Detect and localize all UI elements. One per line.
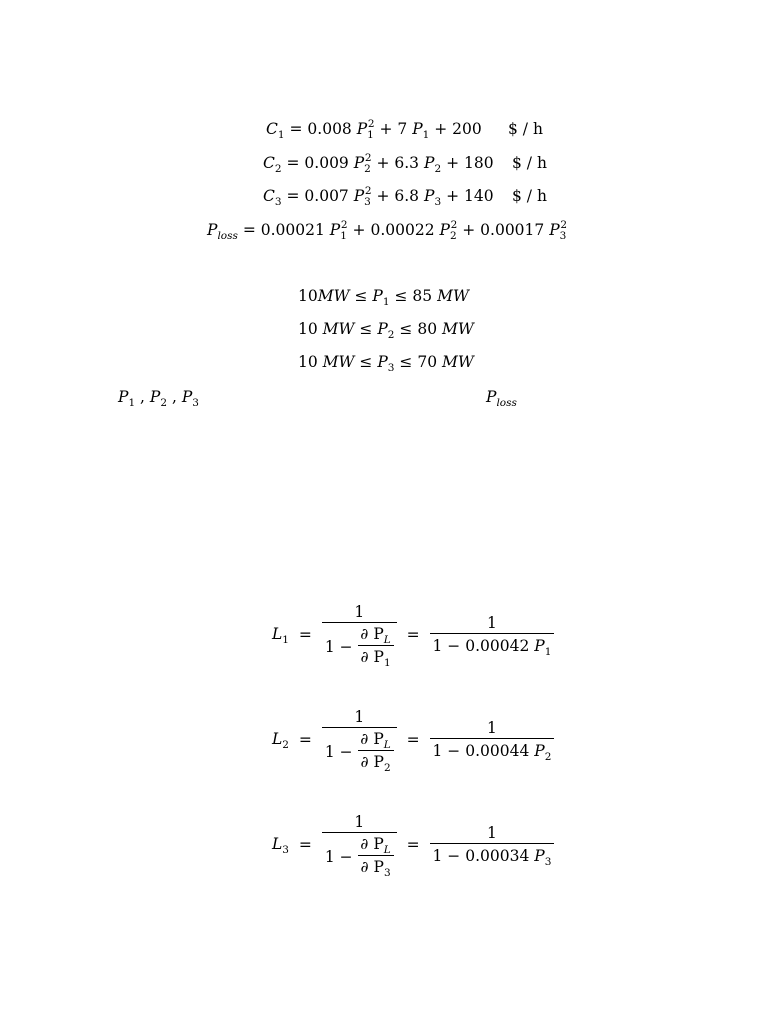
variables-list: $P_1$ , $P_2$ , $P_3$ bbox=[118, 388, 199, 409]
cost-unit-2: $ / h bbox=[512, 154, 547, 172]
penalty-factor-2: $L_2$ = 1 1 − $\frac{\partial P_L}{\partial P_2}$ = $\frac{1}{1 - 0.00044 P_2}$ bbox=[272, 707, 554, 773]
cost-equation-1: $C_1 = 0.008$ $P_1^2 + 7$ $P_1 + 200$ bbox=[266, 118, 482, 141]
limit-equation-3: 10 MW ≤ $P_3 \le 70$ MW bbox=[298, 353, 474, 374]
limit-equation-1: $10MW \le P_1 \le 85$ MW bbox=[298, 287, 469, 308]
loss-equation: $P_{loss} = 0.00021$ $P_1^2 + 0.00022$ $P_2^2 + 0.00017$ $P_3^2$ bbox=[207, 219, 568, 242]
penalty-factor-3: $L_3$ = 1 1 − $\frac{\partial P_L}{\partial P_3}$ = $\frac{1}{1 - 0.00034 P_3}$ bbox=[272, 812, 554, 878]
cost-equation-2: $C_2 = 0.009$ $P_2^2 + 6.3$ $P_2 + 180$ bbox=[263, 152, 494, 175]
limit-equation-2: 10 MW ≤ $P_2 \le 80$ MW bbox=[298, 320, 474, 341]
cost-unit-1: $ / h bbox=[508, 120, 543, 138]
cost-equation-3: $C_3 = 0.007$ $P_3^2 + 6.8$ $P_3 + 140$ bbox=[263, 185, 494, 208]
cost-unit-3: $ / h bbox=[512, 187, 547, 205]
penalty-factor-1: $L_1$ = 1 1 − $\frac{\partial P_L}{\partial P_1}$ = $\frac{1}{1 - 0.00042 P_1}$ bbox=[272, 602, 554, 668]
loss-variable: $P_{loss}$ bbox=[486, 388, 517, 409]
